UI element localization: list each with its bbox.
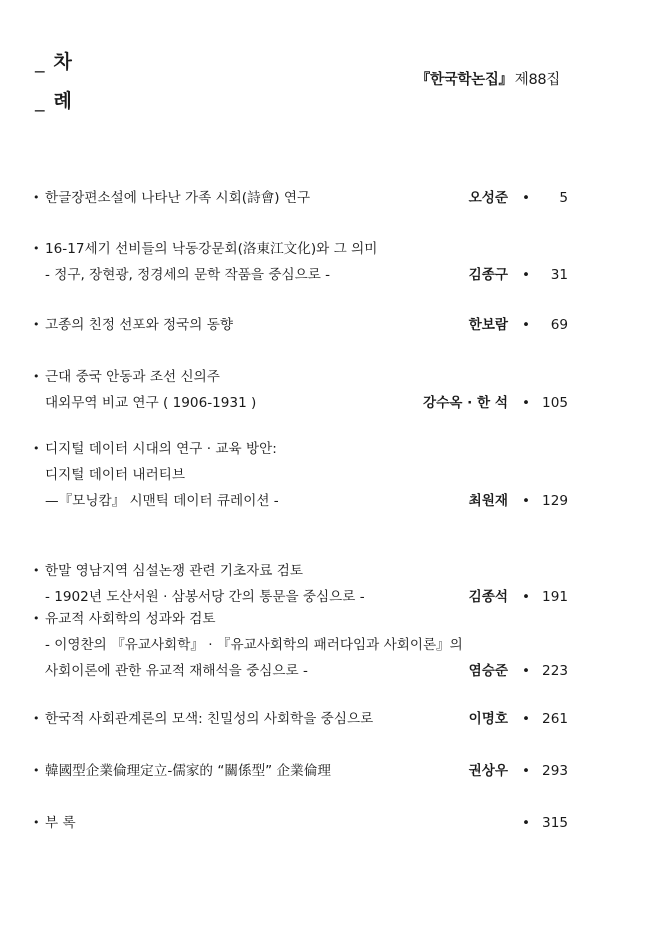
journal-title [416,68,560,89]
entry-meta [469,312,568,338]
bullet-icon: • [33,370,40,383]
heading-dash: _ [35,90,46,112]
separator-dot: • [521,763,531,779]
separator-dot: • [521,663,531,679]
heading-char-cha: 차 [53,51,73,73]
separator-dot: • [521,493,531,509]
separator-dot: • [521,589,531,605]
entry-subtitle-line: 대외무역 비교 연구 ( 1906-1931 ) [45,395,257,411]
bullet-icon: • [33,442,40,455]
entry-page-number: 31 [550,267,568,283]
entry-subtitle-line: 디지털 데이터 내러티브 [45,467,185,483]
toc-heading-line-1 [35,47,73,74]
entry-meta [469,262,568,288]
toc-entry [33,364,568,416]
entry-title: 한말 영남지역 심설논쟁 관련 기초자료 검토 [45,563,303,579]
toc-entry [33,558,568,610]
separator-dot: • [521,267,531,283]
entry-page-number: 293 [542,763,568,779]
entry-meta [469,706,568,732]
toc-entry [33,236,568,288]
journal-name: 『한국학논집』 [415,72,513,88]
entry-page-number: 105 [542,395,568,411]
bullet-icon: • [33,564,40,577]
toc-entry [33,606,568,684]
entry-page-number: 5 [559,190,568,206]
entry-title: 고종의 친정 선포와 정국의 동향 [45,317,233,333]
bullet-icon: • [33,191,40,204]
entry-title: 한글장편소설에 나타난 가족 시회(詩會) 연구 [45,190,311,206]
entry-subtitle-line: - 이영찬의 『유교사회학』 · 『유교사회학의 패러다임과 사회이론』의 [45,637,463,653]
toc-entry [33,758,568,784]
bullet-icon: • [33,816,40,829]
entry-page-number: 261 [542,711,568,727]
entry-meta [423,390,568,416]
entry-author: 염승준 [468,663,508,679]
bullet-icon: • [33,612,40,625]
entry-meta [469,185,568,211]
entry-author: 한보람 [468,317,508,333]
entry-subtitle-line: - 1902년 도산서원 · 삼봉서당 간의 통문을 중심으로 - [45,589,365,605]
bullet-icon: • [33,318,40,331]
entry-title: 韓國型企業倫理定立-儒家的 “關係型” 企業倫理 [45,763,331,779]
bullet-icon: • [33,242,40,255]
entry-page-number: 69 [550,317,568,333]
entry-author: 권상우 [468,763,508,779]
entry-meta [518,810,568,836]
entry-title: 근대 중국 안동과 조선 신의주 [45,369,220,385]
journal-issue: 제88집 [514,72,560,88]
entry-author: 김종구 [468,267,508,283]
entry-meta [469,488,568,514]
entry-subtitle-line: —『모닝캄』 시맨틱 데이터 큐레이션 - [45,493,279,509]
separator-dot: • [521,190,531,206]
bullet-icon: • [33,764,40,777]
entry-subtitle-line: - 정구, 장현광, 정경세의 문학 작품을 중심으로 - [45,267,331,283]
entry-title: 유교적 사회학의 성과와 검토 [45,611,216,627]
separator-dot: • [521,815,531,831]
entry-title: 한국적 사회관계론의 모색: 친밀성의 사회학을 중심으로 [45,711,374,727]
entry-page-number: 315 [542,815,568,831]
toc-heading-line-2 [35,86,73,113]
entry-page-number: 223 [542,663,568,679]
entry-author: 오성준 [468,190,508,206]
entry-page-number: 191 [542,589,568,605]
heading-dash: _ [35,51,46,73]
entry-author: 강수옥 · 한 석 [422,395,508,411]
entry-title: 16-17세기 선비들의 낙동강문회(洛東江文化)와 그 의미 [45,241,378,257]
bullet-icon: • [33,712,40,725]
toc-entry [33,436,568,514]
entry-author: 최원재 [468,493,508,509]
toc-entry [33,706,568,732]
entry-author: 김종석 [468,589,508,605]
entry-page-number: 129 [542,493,568,509]
toc-entry [33,185,568,211]
entry-meta [469,658,568,684]
entry-title: 디지털 데이터 시대의 연구 · 교육 방안: [45,441,277,457]
separator-dot: • [521,395,531,411]
toc-entry [33,810,568,836]
separator-dot: • [521,711,531,727]
entry-meta [469,758,568,784]
entry-author: 이명호 [468,711,508,727]
entry-title: 부 록 [45,815,76,831]
toc-entry [33,312,568,338]
entry-subtitle-line: 사회이론에 관한 유교적 재해석을 중심으로 - [45,663,308,679]
separator-dot: • [521,317,531,333]
heading-char-rye: 례 [53,90,73,112]
